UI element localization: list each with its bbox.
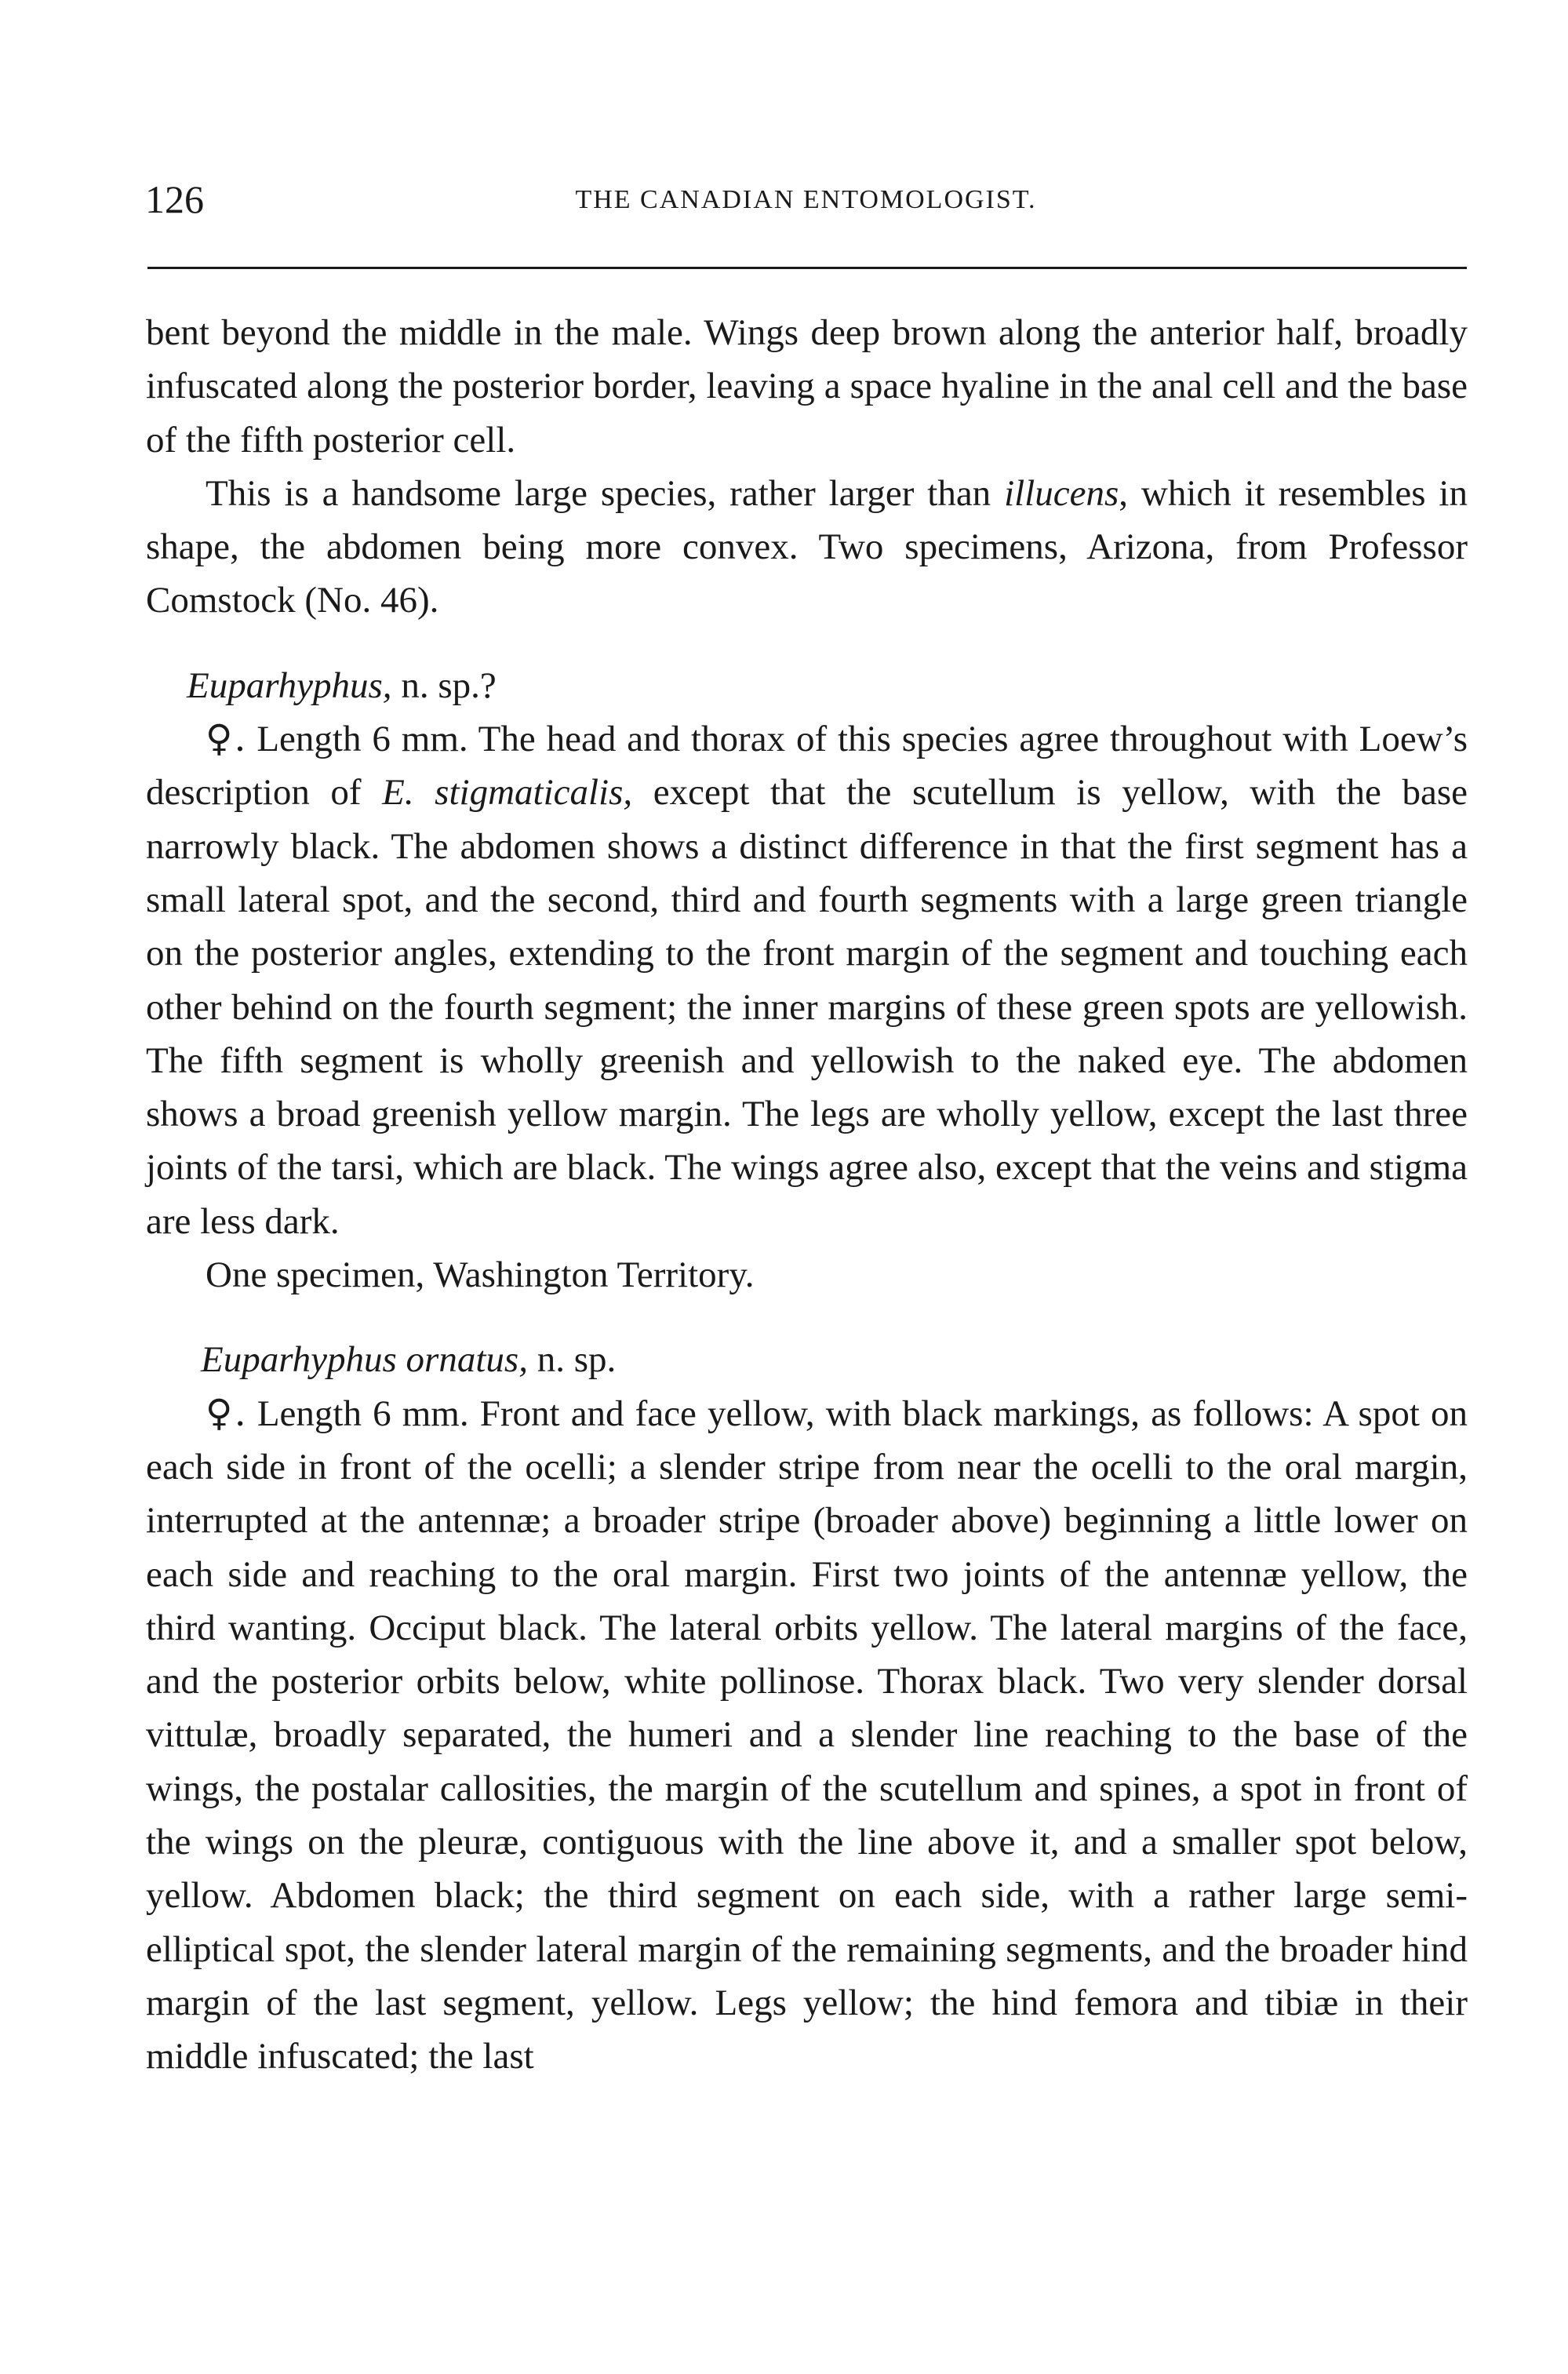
header-rule [147, 267, 1467, 269]
specimen-note-1: One specimen, Washington Territory. [206, 1254, 755, 1296]
paragraph-continued: bent beyond the middle in the male. Wings deep brown along the anterior half, broadly infuscated along the posterior border, leaving a space hyaline in the anal cell and the base of the fifth posterior cell. [146, 312, 1468, 461]
species-heading-2 [146, 1333, 1468, 1386]
species-suffix-1: n. sp.? [401, 665, 497, 706]
species-name-2: Euparhyphus ornatus, [201, 1339, 528, 1381]
female-symbol-2: ♀. [206, 1391, 246, 1435]
body-text [146, 306, 1468, 2084]
species-name-1: Euparhyphus, [187, 665, 392, 706]
journal-title: THE CANADIAN ENTOMOLOGIST. [575, 185, 1037, 214]
female-symbol-1: ♀. [206, 717, 246, 761]
page-header [145, 176, 1467, 231]
species-reference: E. stigmaticalis, [382, 772, 633, 814]
page-number: 126 [145, 177, 204, 221]
species-heading-1 [146, 659, 1468, 712]
paragraph-remarks: This is a handsome large species, rather larger than illucens, which it resembles in shape, the abdomen being more convex. Two specimens, Arizona, from Professor Comstock (No. 46). [146, 472, 1468, 621]
species-description-1: ♀. Length 6 mm. The head and thorax of this species agree throughout with Loew’s description of E. stigmaticalis, except that the scutellum is yellow, with the base narrowly black. The abdomen shows a distinct difference in that the first segment has a small lateral spot, and the second, third and fourth segments with a large green triangle on the posterior angles, extending to the front margin of the segment and touching each other behind on the fourth segment; the inner margins of these green spots are yellowish. The fifth segment is wholly greenish and yellowish to the naked eye. The abdomen shows a broad greenish yellow margin. The legs are wholly yellow, except the last three joints of the tarsi, which are black. The wings agree also, except that the veins and stigma are less dark. [146, 717, 1468, 1242]
species-description-2: ♀. Length 6 mm. Front and face yellow, with black markings, as follows: A spot on each side in front of the ocelli; a slender stripe from near the ocelli to the oral margin, interrupted at the antennæ; a broader stripe (broader above) beginning a little lower on each side and reaching to the oral margin. First two joints of the antennæ yellow, the third wanting. Occiput black. The lateral orbits yellow. The lateral margins of the face, and the posterior orbits below, white pollinose. Thorax black. Two very slender dorsal vittulæ, broadly separated, the humeri and a slender line reaching to the base of the wings, the postalar callosities, the margin of the scutellum and spines, a spot in front of the wings on the pleuræ, contiguous with the line above it, and a smaller spot below, yellow. Abdomen black; the third segment on each side, with a rather large semi-elliptical spot, the slender lateral margin of the remaining segments, and the broader hind margin of the last segment, yellow. Legs yellow; the hind femora and tibiæ in their middle infuscated; the last [146, 1391, 1468, 2077]
species-suffix-2: n. sp. [537, 1339, 617, 1381]
